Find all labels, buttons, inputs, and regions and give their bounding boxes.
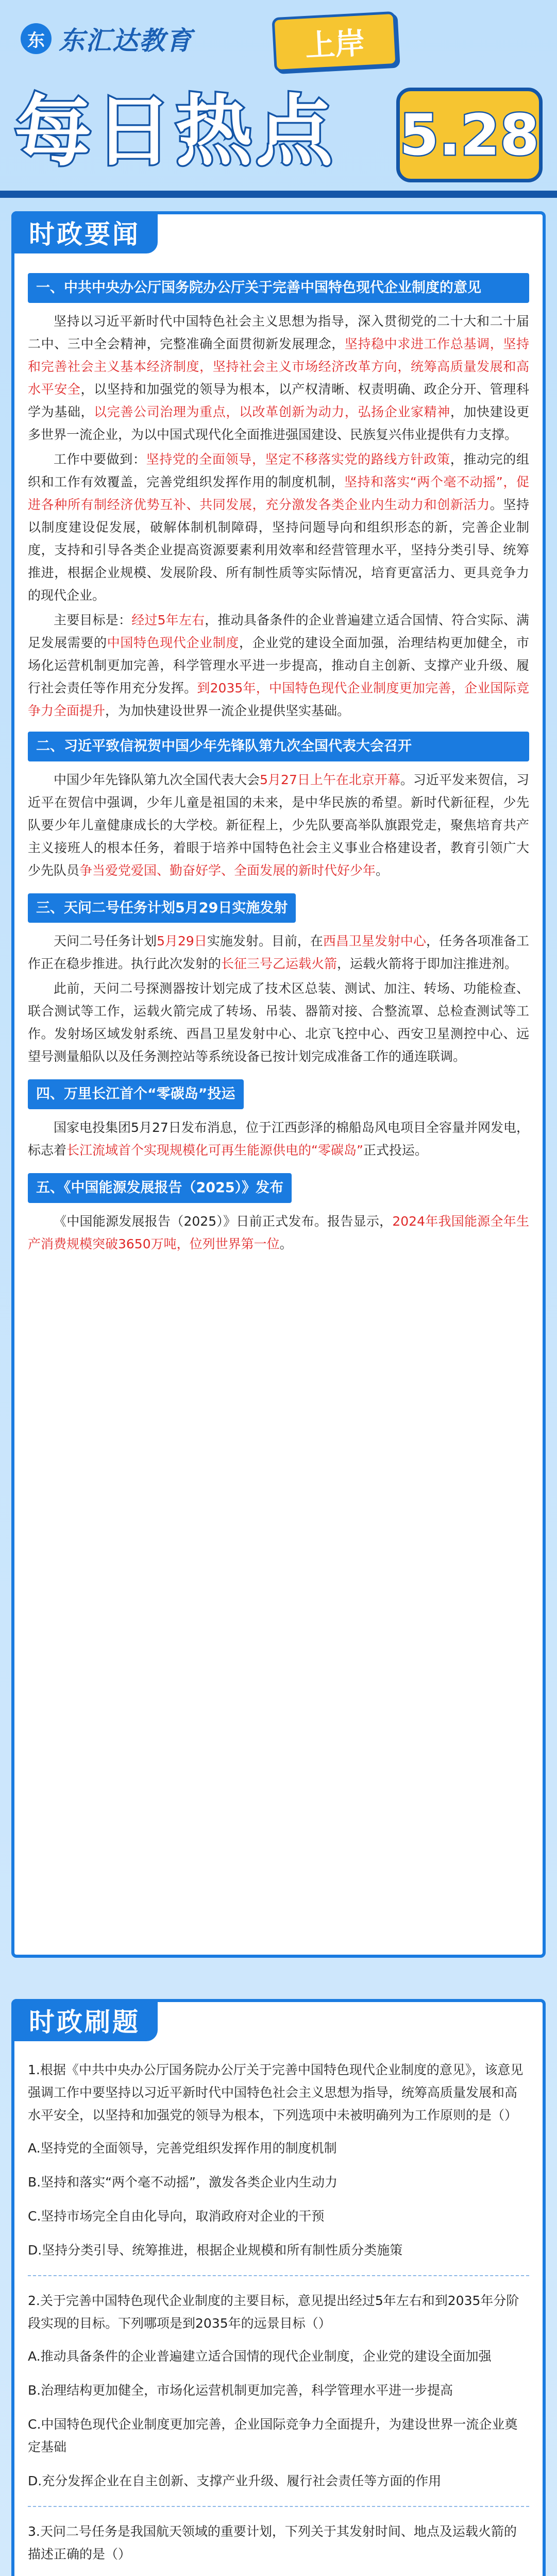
question-1 xyxy=(28,2059,529,2262)
question-3-stem: 3.天问二号任务是我国航天领域的重要计划，下列关于其发射时间、地点及运载火箭的描述正确的是（） xyxy=(28,2524,517,2562)
question-1-stem: 1.根据《中共中央办公厅国务院办公厅关于完善中国特色现代企业制度的意见》，该意见强调工作中要坚持以习近平新时代中国特色社会主义思想为指导，统筹高质量发展和高水平安全，以坚持和加强党的领导为根本，下列选项中未被明确列为工作原则的是（） xyxy=(28,2062,524,2123)
header xyxy=(0,0,557,216)
news-section-4-heading: 四、万里长江首个“零碳岛”投运 xyxy=(28,1079,244,1109)
question-divider xyxy=(28,2506,529,2507)
question-1-option-c[interactable]: C.坚持市场完全自由化导向，取消政府对企业的干预 xyxy=(28,2209,325,2224)
date-badge: 5.28 xyxy=(396,88,543,182)
question-1-option-b[interactable]: B.坚持和落实“两个毫不动摇”，激发各类企业内生动力 xyxy=(28,2175,338,2190)
question-2-option-a[interactable]: A.推动具备条件的企业普遍建立适合国情的现代企业制度，企业党的建设全面加强 xyxy=(28,2349,492,2364)
news-section-3-paragraph-2: 此前，天问二号探测器按计划完成了技术区总装、测试、加注、转场、功能检查、联合测试等工作，运载火箭完成了转场、吊装、器箭对接、合整流罩、总检查测试等工作。发射场区域发射系统、西昌卫星发射中心、北京飞控中心、西安卫星测控中心、远望号测量船队以及任务测控站等系统设备已按计划完成准备工作的通连联调。 xyxy=(28,981,529,1064)
question-1-option-d[interactable]: D.坚持分类引导、统筹推进，根据企业规模和所有制性质分类施策 xyxy=(28,2243,403,2258)
news-card-body xyxy=(28,264,529,1258)
quiz-card-body xyxy=(28,2059,529,2576)
question-2-option-c[interactable]: C.中国特色现代企业制度更加完善，企业国际竞争力全面提升，为建设世界一流企业奠定基础 xyxy=(28,2417,518,2454)
question-1-option-a[interactable]: A.坚持党的全面领导，完善党组织发挥作用的制度机制 xyxy=(28,2141,337,2156)
news-section-5-paragraph-1: 《中国能源发展报告（2025）》日前正式发布。报告显示，2024年我国能源全年生产消费规模突破3650万吨，位列世界第一位。 xyxy=(28,1213,529,1251)
news-section-4-paragraph-1: 国家电投集团5月27日发布消息，位于江西彭泽的棉船岛风电项目全容量并网发电，标志着长江流域首个实现规模化可再生能源供电的“零碳岛”正式投运。 xyxy=(28,1120,529,1158)
page-title: 每日热点 xyxy=(14,86,336,177)
news-section-2-paragraph-1: 中国少年先锋队第九次全国代表大会5月27日上午在北京开幕。习近平发来贺信，习近平在贺信中强调，少年儿童是祖国的未来，是中华民族的希望。新时代新征程，少先队要少年儿童健康成长的大学校。新征程上，少先队要高举队旗跟党走，聚焦培育共产主义接班人的根本任务，着眼于培养中国特色社会主义事业合格建设者，教育引领广大少先队员争当爱党爱国、勤奋好学、全面发展的新时代好少年。 xyxy=(28,772,529,878)
brand-name: 东汇达教育 xyxy=(59,26,193,56)
news-section-1-heading: 一、中共中央办公厅国务院办公厅关于完善中国特色现代企业制度的意见 xyxy=(28,273,529,303)
news-section-3-heading: 三、天问二号任务计划5月29日实施发射 xyxy=(28,893,296,923)
news-card-title: 时政要闻 xyxy=(11,211,158,253)
news-section-1-paragraph-3: 主要目标是：经过5年左右，推动具备条件的企业普遍建立适合国情、符合实际、满足发展需要的中国特色现代企业制度，企业党的建设全面加强，治理结构更加健全，市场化运营机制更加完善，科学管理水平进一步提高，推动自主创新、支撑产业升级、履行社会责任等作用充分发挥。到2035年，中国特色现代企业制度更加完善，企业国际竞争力全面提升，为加快建设世界一流企业提供坚实基础。 xyxy=(28,612,529,718)
news-section-1-paragraph-2: 工作中要做到：坚持党的全面领导，坚定不移落实党的路线方针政策，推动完的组织和工作有效覆盖，完善党组织发挥作用的制度机制，坚持和落实“两个毫不动摇”，促进各种所有制经济优势互补、共同发展，充分激发各类企业内生动力和创新活力。坚持以制度建设促发展，破解体制机制障碍，坚持问题导向和组织形态的新，完善企业制度，支持和引导各类企业提高资源要素利用效率和经营管理水平，坚持分类引导、统筹推进，根据企业规模、发展阶段、所有制性质等实际情况，培育更富活力、更具竞争力的现代企业。 xyxy=(28,451,529,603)
question-3 xyxy=(28,2520,529,2576)
question-2-stem: 2.关于完善中国特色现代企业制度的主要目标，意见提出经过5年左右和到2035年分阶段实现的目标。下列哪项是到2035年的远景目标（） xyxy=(28,2293,519,2331)
question-divider xyxy=(28,2275,529,2276)
quiz-card-title: 时政刷题 xyxy=(11,1999,158,2041)
news-card xyxy=(11,211,546,1958)
news-section-5-heading: 五、《中国能源发展报告（2025）》发布 xyxy=(28,1173,292,1203)
question-2-option-d[interactable]: D.充分发挥企业在自主创新、支撑产业升级、履行社会责任等方面的作用 xyxy=(28,2473,442,2488)
news-section-2-heading: 二、习近平致信祝贺中国少年先锋队第九次全国代表大会召开 xyxy=(28,732,529,761)
brand-mark-icon: 东 xyxy=(21,23,52,54)
quiz-card xyxy=(11,1999,546,2576)
question-2 xyxy=(28,2290,529,2493)
question-2-option-b[interactable]: B.治理结构更加健全，市场化运营机制更加完善，科学管理水平进一步提高 xyxy=(28,2383,453,2398)
brand-logo xyxy=(21,21,193,57)
news-section-1-paragraph-1: 坚持以习近平新时代中国特色社会主义思想为指导，深入贯彻党的二十大和二十届二中、三中全会精神，完整准确全面贯彻新发展理念，坚持稳中求进工作总基调，坚持和完善社会主义基本经济制度，坚持社会主义市场经济改革方向，统筹高质量发展和高水平安全，以坚持和加强党的领导为根本，以产权清晰、权责明确、政企分开、管理科学为基础，以完善公司治理为重点，以改革创新为动力，弘扬企业家精神，加快建设更多世界一流企业，为以中国式现代化全面推进强国建设、民族复兴伟业提供有力支撑。 xyxy=(28,313,529,442)
header-divider xyxy=(0,191,557,198)
badge-shangan: 上岸 xyxy=(272,11,398,72)
news-section-3-paragraph-1: 天问二号任务计划5月29日实施发射。目前，在西昌卫星发射中心，任务各项准备工作正在稳步推进。执行此次发射的长征三号乙运载火箭，运载火箭将于即加注推进剂。 xyxy=(28,934,529,972)
